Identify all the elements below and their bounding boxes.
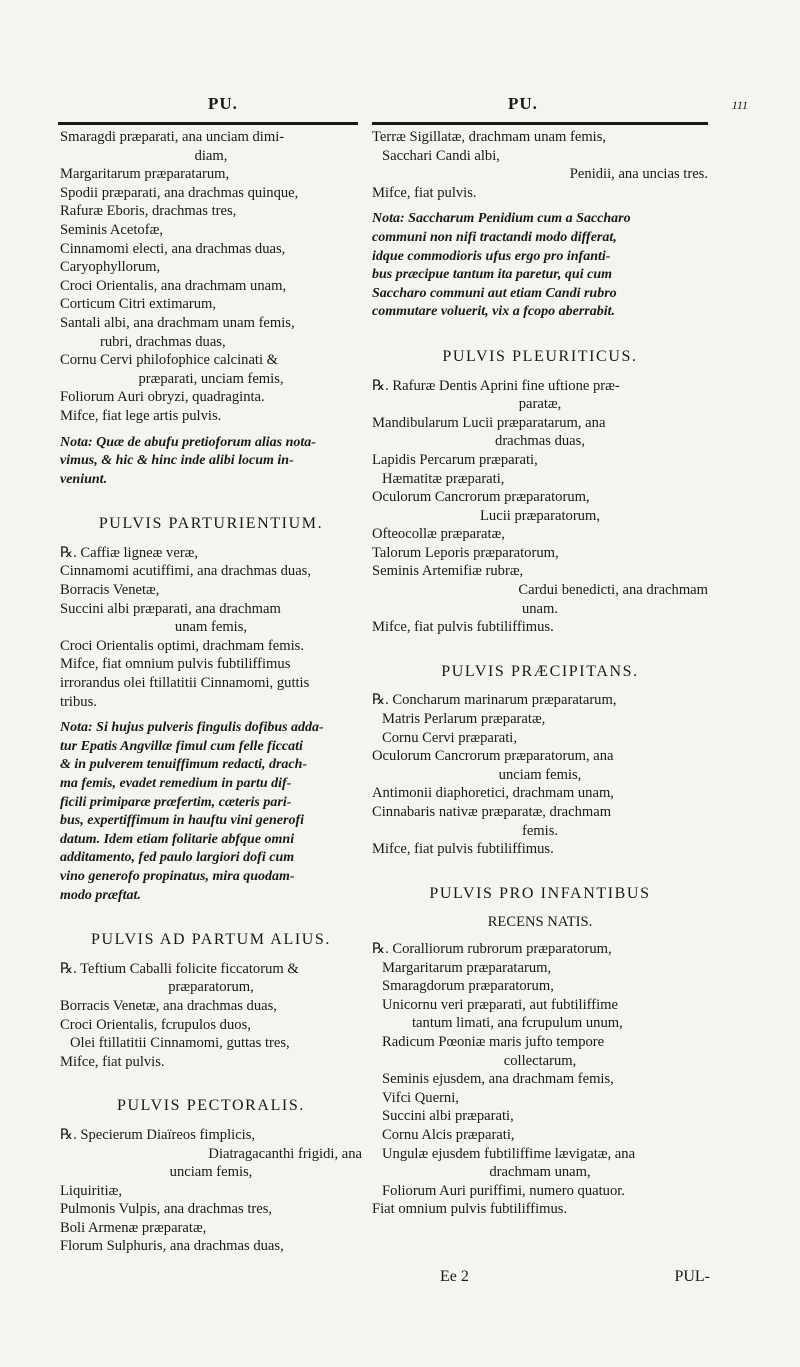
text-line: Talorum Leporis præparatorum, <box>372 544 559 561</box>
text-line: communi non nifi tractandi modo differat, <box>372 229 617 245</box>
text-line: Olei ftillatitii Cinnamomi, guttas tres, <box>70 1035 290 1052</box>
text-line: unam. <box>521 600 559 617</box>
text-line: Corticum Citri extimarum, <box>60 296 217 313</box>
text-line: Foliorum Auri puriffimi, numero quatuor. <box>382 1182 625 1199</box>
text-line: paratæ, <box>518 396 562 413</box>
text-line: Radicum Pœoniæ maris jufto tempore <box>382 1033 605 1050</box>
text-line: commutare voluerit, vix a fcopo aberrabit. <box>372 304 616 320</box>
text-line: Smaragdorum præparatorum, <box>382 978 554 995</box>
text-line: Rafuræ Eboris, drachmas tres, <box>60 203 237 220</box>
text-line: Mandibularum Lucii præparatarum, ana <box>372 414 606 431</box>
text-line: vimus, & hic & hinc inde alibi locum in- <box>60 453 294 469</box>
text-line: Boli Armenæ præparatæ, <box>60 1219 207 1236</box>
text-line: Cornu Cervi philofophice calcinati & <box>60 352 279 369</box>
text-line: ℞. Specierum Diaïreos fimplicis, <box>60 1126 256 1143</box>
text-line: Oculorum Cancrorum præparatorum, ana <box>372 748 614 765</box>
text-line: tur Epatis Angvillæ fimul cum felle ficcati <box>60 738 303 754</box>
text-line: tantum limati, ana fcrupulum unum, <box>412 1015 623 1032</box>
section-heading: PULVIS PLEURITICUS. <box>442 347 638 365</box>
text-line: Caryophyllorum, <box>60 259 161 276</box>
header-left-title: PU. <box>208 94 238 113</box>
left-column <box>60 128 362 1256</box>
text-line: Cornu Cervi præparati, <box>382 729 517 746</box>
running-header <box>58 94 748 124</box>
text-line: RECENS NATIS. <box>487 914 593 931</box>
text-line: Terræ Sigillatæ, drachmam unam femis, <box>372 129 607 145</box>
text-line: ficili primiparæ præfertim, cæteris pari- <box>60 794 292 810</box>
header-rule-left <box>58 122 358 125</box>
text-line: Nota: Saccharum Penidium cum a Saccharo <box>372 211 631 227</box>
text-line: Lucii præparatorum, <box>480 507 600 524</box>
spacer <box>60 711 362 719</box>
text-line: Borracis Venetæ, ana drachmas duas, <box>60 997 277 1014</box>
text-line: Mifce, fiat pulvis fubtiliffimus. <box>372 619 554 636</box>
text-line: ℞. Rafuræ Dentis Aprini fine uftione præ- <box>372 377 620 394</box>
text-line: bus præcipue tantum ita paretur, qui cum <box>372 267 612 283</box>
text-line: bus, expertiffimum in hauftu vini generofi <box>60 813 304 829</box>
text-line: Mifce, fiat pulvis fubtiliffimus. <box>372 841 554 858</box>
section-heading: PULVIS PARTURIENTIUM. <box>98 515 324 533</box>
signature-mark: Ee 2 <box>440 1268 469 1285</box>
text-line: ℞. Teftium Caballi folicite ficcatorum & <box>60 960 299 977</box>
text-line: Fiat omnium pulvis fubtiliffimus. <box>372 1201 568 1218</box>
text-line: Mifce, fiat pulvis. <box>60 1053 165 1070</box>
text-line: ma femis, evadet remedium in partu dif- <box>60 776 292 791</box>
text-line: unciam femis, <box>498 766 582 783</box>
text-line: Margaritarum præparatarum, <box>60 166 230 183</box>
text-line: Penidii, ana uncias tres. <box>569 166 708 183</box>
text-line: Spodii præparati, ana drachmas quinque, <box>60 184 299 201</box>
text-line: Saccharo communi aut etiam Candi rubro <box>372 285 617 301</box>
text-line: additamento, fed paulo largiori dofi cum <box>60 850 295 866</box>
text-line: Hæmatitæ præparati, <box>382 470 505 487</box>
text-line: unam femis, <box>174 619 248 636</box>
text-line: idque commodioris ufus ergo pro infanti- <box>372 248 611 264</box>
text-line: Pulmonis Vulpis, ana drachmas tres, <box>60 1201 273 1218</box>
text-line: diam, <box>194 147 228 164</box>
text-line: Ungulæ ejusdem fubtiliffime lævigatæ, ana <box>382 1145 636 1162</box>
page-number: 111 <box>731 98 748 112</box>
text-line: Mifce, fiat omnium pulvis fubtiliffimus <box>60 656 291 673</box>
text-line: ℞. Concharum marinarum præparatarum, <box>372 692 617 709</box>
text-line: Margaritarum præparatarum, <box>382 959 552 976</box>
text-line: Lapidis Percarum præparati, <box>372 451 538 468</box>
spacer <box>60 426 362 434</box>
text-line: Cinnabaris nativæ præparatæ, drachmam <box>372 804 612 820</box>
text-line: Croci Orientalis, ana drachmam unam, <box>60 277 287 294</box>
text-line: Seminis Artemifiæ rubræ, <box>372 563 524 580</box>
text-line: Mifce, fiat lege artis pulvis. <box>60 407 222 424</box>
text-line: Nota: Si hujus pulveris fingulis dofibus adda- <box>60 720 324 736</box>
text-line: Diatragacanthi frigidi, ana <box>208 1145 362 1162</box>
section-heading: PULVIS PRO INFANTIBUS <box>429 884 651 902</box>
text-line: Borracis Venetæ, <box>60 582 160 599</box>
text-line: Croci Orientalis optimi, drachmam femis. <box>60 637 304 654</box>
text-line: Sacchari Candi albi, <box>382 147 500 164</box>
text-line: & in pulverem tenuiffimum redacti, drach- <box>60 757 308 773</box>
text-line: irrorandus olei ftillatitii Cinnamomi, guttis <box>60 675 310 692</box>
text-line: Nota: Quæ de abufu pretioforum alias nota- <box>60 434 316 450</box>
text-line: Mifce, fiat pulvis. <box>372 184 477 201</box>
text-line: præparatorum, <box>168 979 254 996</box>
text-line: Cornu Alcis præparati, <box>382 1126 515 1143</box>
text-line: Cinnamomi electi, ana drachmas duas, <box>60 240 286 257</box>
text-line: rubri, drachmas duas, <box>100 333 226 350</box>
text-line: collectarum, <box>503 1052 577 1069</box>
text-line: drachmam unam, <box>489 1164 591 1181</box>
text-line: veniunt. <box>60 471 108 487</box>
text-line: Croci Orientalis, fcrupulos duos, <box>60 1016 251 1033</box>
header-rule-right <box>372 122 708 125</box>
text-line: Seminis Acetofæ, <box>60 221 163 238</box>
text-line: Florum Sulphuris, ana drachmas duas, <box>60 1238 284 1255</box>
spacer <box>372 202 708 210</box>
text-line: Succini albi præparati, ana drachmam <box>60 600 281 617</box>
spacer <box>372 932 708 940</box>
text-line: Ofteocollæ præparatæ, <box>372 526 505 543</box>
text-line: Liquiritiæ, <box>60 1182 123 1199</box>
section-heading: PULVIS PECTORALIS. <box>117 1097 305 1115</box>
text-line: ℞. Coralliorum rubrorum præparatorum, <box>372 940 612 957</box>
catchword: PUL- <box>674 1268 710 1285</box>
text-line: datum. Idem etiam folitarie abfque omni <box>60 831 295 847</box>
section-heading: PULVIS AD PARTUM ALIUS. <box>90 931 332 949</box>
text-line: Seminis ejusdem, ana drachmam femis, <box>382 1071 614 1088</box>
text-line: Antimonii diaphoretici, drachmam unam, <box>372 785 614 802</box>
text-line: Matris Perlarum præparatæ, <box>382 711 546 728</box>
text-line: unciam femis, <box>169 1164 253 1181</box>
text-line: Unicornu veri præparati, aut fubtiliffime <box>382 996 619 1013</box>
text-line: vino generofo propinatus, mira quodam- <box>60 868 295 884</box>
text-line: Vifci Querni, <box>382 1089 459 1106</box>
text-line: Oculorum Cancrorum præparatorum, <box>372 489 590 506</box>
section-heading: PULVIS PRÆCIPITANS. <box>441 662 639 680</box>
text-line: Smaragdi præparati, ana unciam dimi- <box>60 129 285 145</box>
text-line: Cardui benedicti, ana drachmam <box>518 582 708 599</box>
text-line: Cinnamomi acutiffimi, ana drachmas duas, <box>60 563 312 580</box>
text-line: præparati, unciam femis, <box>138 370 284 387</box>
text-line: Foliorum Auri obryzi, quadraginta. <box>60 389 265 406</box>
text-line: modo præftat. <box>60 887 141 903</box>
text-line: Succini albi præparati, <box>382 1108 514 1125</box>
text-line: femis. <box>521 822 559 839</box>
text-line: ℞. Caffiæ ligneæ veræ, <box>60 544 199 561</box>
header-right-title: PU. <box>508 94 538 113</box>
text-line: Santali albi, ana drachmam unam femis, <box>60 314 295 331</box>
text-line: tribus. <box>60 693 97 710</box>
right-column <box>372 128 708 1219</box>
text-line: drachmas duas, <box>495 433 585 450</box>
